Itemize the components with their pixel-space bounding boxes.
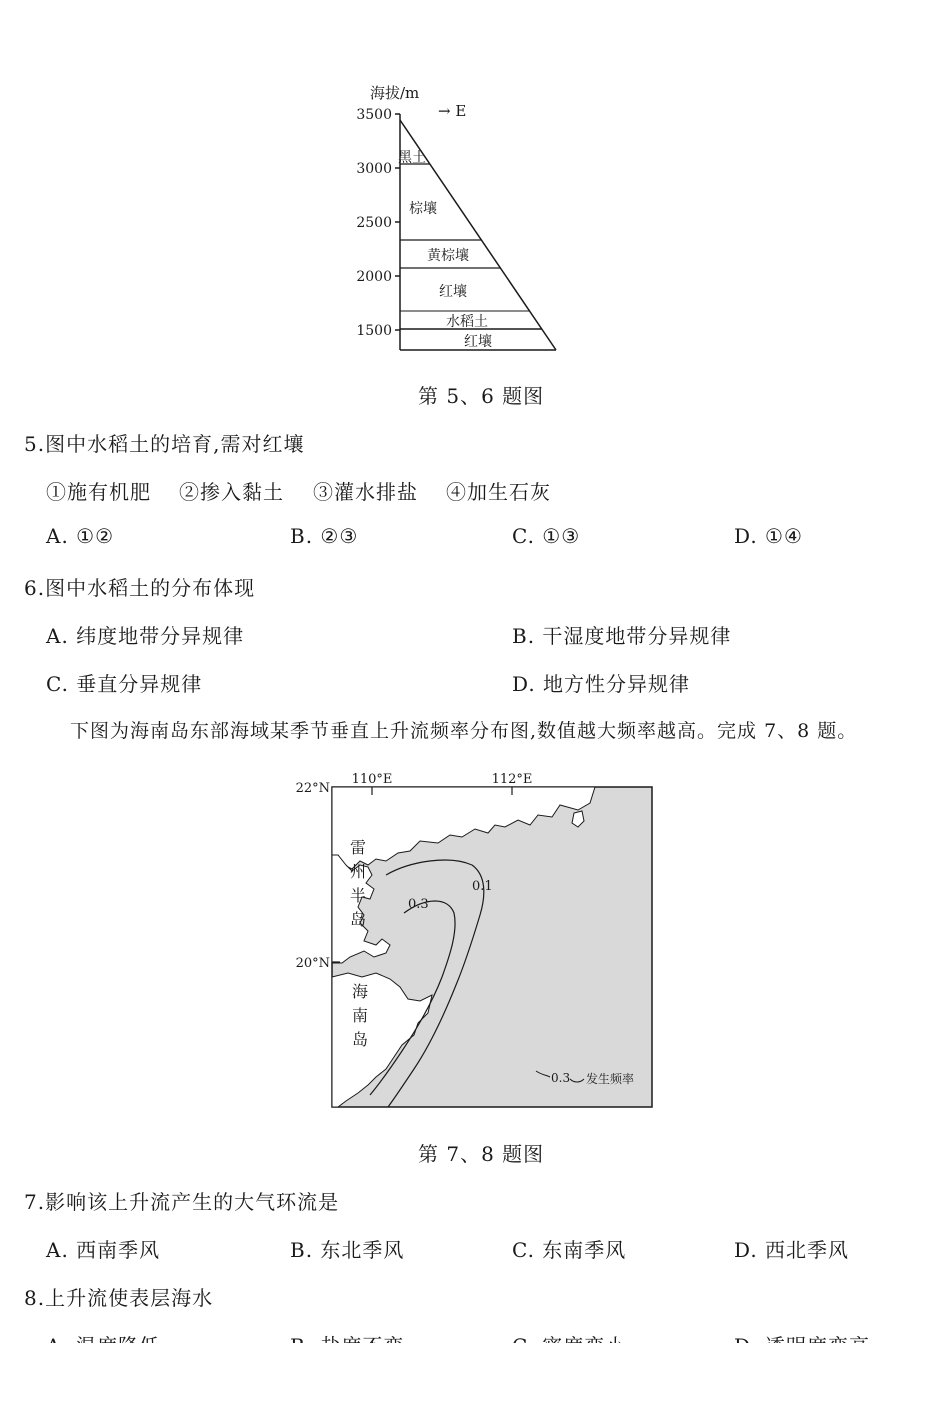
q5-item-1: ①施有机肥	[46, 480, 151, 504]
q6-option-b[interactable]: B. 干湿度地带分异规律	[512, 624, 732, 648]
q5-option-a[interactable]: A. ①②	[46, 524, 115, 548]
question-7-stem: 7.影响该上升流产生的大气环流是	[24, 1190, 340, 1214]
peninsula-char-1: 雷	[349, 838, 367, 857]
layer-black-soil: 黑土	[398, 150, 426, 166]
q5-item-4: ④加生石灰	[446, 480, 551, 504]
figure-2-caption: 第 7、8 题图	[418, 1142, 545, 1166]
question-6-stem: 6.图中水稻土的分布体现	[24, 576, 256, 600]
contour-label-0-1: 0.1	[472, 879, 493, 894]
layer-yellow-brown-soil: 黄棕壤	[427, 248, 469, 264]
q6-option-a[interactable]: A. 纬度地带分异规律	[46, 624, 245, 648]
lon-label-112: 112°E	[491, 772, 533, 787]
question-8-stem: 8.上升流使表层海水	[24, 1286, 214, 1310]
peninsula-char-3: 半	[349, 886, 367, 905]
tick-label-2000: 2000	[356, 269, 392, 285]
tick-label-2500: 2500	[356, 215, 392, 231]
island-char-2: 南	[351, 1006, 369, 1025]
lat-label-22: 22°N	[295, 781, 330, 796]
peninsula-char-4: 岛	[349, 910, 367, 929]
q5-option-b[interactable]: B. ②③	[290, 524, 359, 548]
q7-option-a[interactable]: A. 西南季风	[46, 1238, 161, 1262]
tick-label-3000: 3000	[356, 161, 392, 177]
tick-label-1500: 1500	[356, 323, 392, 339]
q5-option-c[interactable]: C. ①③	[512, 524, 581, 548]
soil-profile-figure	[340, 78, 580, 358]
peninsula-char-2: 州	[349, 862, 367, 881]
layer-brown-soil: 棕壤	[409, 201, 437, 217]
altitude-axis-label: 海拔/m	[370, 84, 420, 102]
q7-option-c[interactable]: C. 东南季风	[512, 1238, 627, 1262]
legend-label: 发生频率	[586, 1072, 635, 1086]
figure-1-caption: 第 5、6 题图	[418, 384, 545, 408]
lon-label-110: 110°E	[351, 772, 393, 787]
question-5-stem: 5.图中水稻土的培育,需对红壤	[24, 432, 305, 456]
q5-item-3: ③灌水排盐	[313, 480, 418, 504]
legend-value: 0.3	[551, 1071, 571, 1085]
upwelling-map-figure	[290, 765, 670, 1115]
east-direction-arrow: → E	[438, 102, 467, 120]
q5-item-2: ②掺入黏土	[179, 480, 284, 504]
island-char-3: 岛	[351, 1030, 369, 1049]
island-char-1: 海	[351, 982, 369, 1001]
layer-red-soil-upper: 红壤	[439, 284, 467, 300]
q6-option-d[interactable]: D. 地方性分异规律	[512, 672, 691, 696]
page-crop-edge	[0, 1343, 950, 1420]
q6-option-c[interactable]: C. 垂直分异规律	[46, 672, 203, 696]
section-intro: 下图为海南岛东部海域某季节垂直上升流频率分布图,数值越大频率越高。完成 7、8 题。	[70, 720, 858, 742]
tick-label-3500: 3500	[356, 107, 392, 123]
q5-option-d[interactable]: D. ①④	[734, 524, 803, 548]
contour-label-0-3: 0.3	[408, 897, 429, 912]
layer-paddy-soil: 水稻土	[446, 314, 488, 330]
q7-option-b[interactable]: B. 东北季风	[290, 1238, 405, 1262]
lat-label-20: 20°N	[295, 956, 330, 971]
q7-option-d[interactable]: D. 西北季风	[734, 1238, 850, 1262]
layer-red-soil-lower: 红壤	[464, 334, 492, 350]
